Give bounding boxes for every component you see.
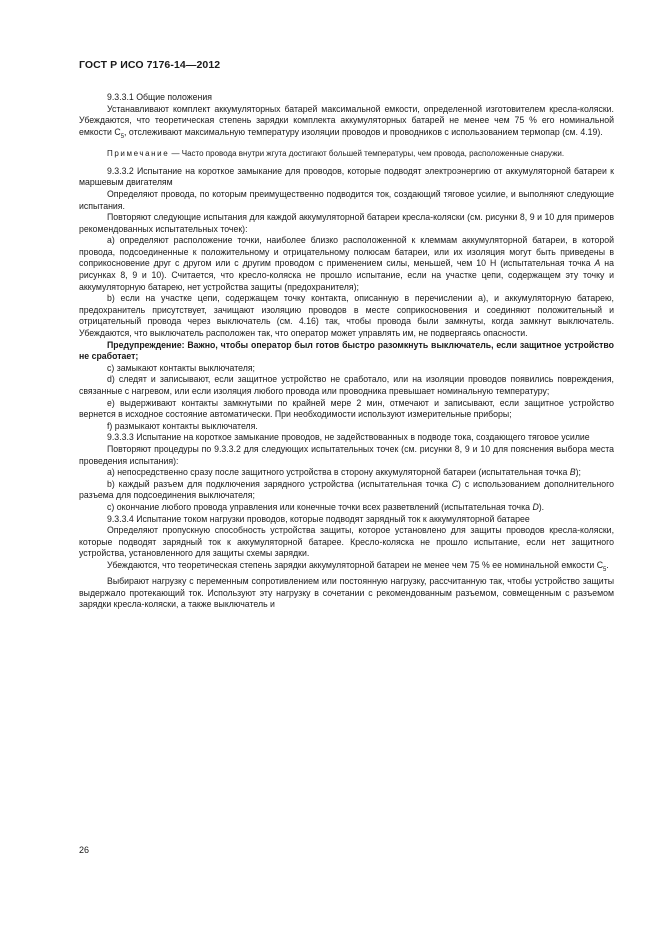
section-heading-9-3-3-3: 9.3.3.3 Испытание на короткое замыкание проводов, не задействованных в подводе тока, создающего тяговое усилие — [107, 432, 590, 443]
list-item-b: b) каждый разъем для подключения зарядного устройства (испытательная точка C) с использованием дополнительного разъема для подсоединения выключателя; — [79, 478, 614, 501]
standard-header: ГОСТ Р ИСО 7176-14—2012 — [79, 59, 221, 71]
section-heading-9-3-3-1: 9.3.3.1 Общие положения — [107, 92, 212, 102]
document-body — [79, 92, 614, 611]
section-heading-9-3-3-2: 9.3.3.2 Испытание на короткое замыкание для проводов, которые подводят электроэнергию от аккумуляторной батареи к маршевым двигателям — [79, 165, 614, 188]
paragraph: Устанавливают комплект аккумуляторных батарей максимальной емкости, определенной изготовителем кресла-коляски. Убеждаются, что теоретическая степень зарядки комплекта аккумуляторных батарей не менее чем 75 % его номинальной емкости $C_5$, отслеживают максимальную температуру изоляции проводов и проводников с использованием термопар (см. 4.19). — [79, 103, 614, 140]
paragraph: Убеждаются, что теоретическая степень зарядки аккумуляторной батареи не менее чем 75 % ее номинальной емкости $C_5$. — [107, 559, 609, 573]
list-item-c: c) окончание любого провода управления или конечные точки всех разветвлений (испытательная точка D). — [107, 501, 545, 512]
list-item-f: f) размыкают контакты выключателя. — [107, 420, 258, 431]
paragraph: Выбирают нагрузку с переменным сопротивлением или постоянную нагрузку, рассчитанную так, чтобы устройство защиты выдержало протекающий ток. Используют эту нагрузку в сочетании с рекомендованным разъемом, совмещенным с разъемом зарядки кресла-коляски, а также выключатель и — [79, 576, 614, 610]
note: Примечание — Часто провода внутри жгута достигают большей температуры, чем провода, расположенные снаружи. — [107, 149, 565, 159]
list-item-c: c) замыкают контакты выключателя; — [107, 362, 255, 373]
list-item-a: a) определяют расположение точки, наиболее близко расположенной к клеммам аккумуляторной батареи, в которой провода, подсоединенные к положительному и отрицательному полюсам батареи, или их изоляция могут быть приведены в соприкосновение друг с другом или с другим проводом с применением силы, меньшей, чем 10 Н (испытательная точка A на рисунках 8, 9 и 10). Считается, что кресло-коляска не прошло испытание, если на участке цепи, содержащем эту точку и аккумуляторную батарею, нет устройства защиты (предохранителя); — [79, 235, 615, 292]
list-item-d: d) следят и записывают, если защитное устройство не сработало, или на изоляции проводов появились повреждения, связанные с нагревом, или если изоляция любого провода или проводника превышает номинальную температуру; — [79, 374, 614, 396]
page-number: 26 — [79, 845, 90, 855]
paragraph: Повторяют следующие испытания для каждой аккумуляторной батареи кресла-коляски (см. рисунки 8, 9 и 10 для примеров рекомендованных испытательных точек): — [79, 212, 614, 234]
list-item-a: a) непосредственно сразу после защитного устройства в сторону аккумуляторной батареи (испытательная точка B); — [107, 467, 581, 478]
paragraph: Повторяют процедуры по 9.3.3.2 для следующих испытательных точек (см. рисунки 8, 9 и 10 для пояснения выбора места проведения испытания): — [79, 443, 614, 466]
list-item-b: b) если на участке цепи, содержащем точку контакта, описанную в перечислении а), и аккумуляторную батарею, предохранитель присутствует, зачищают изоляцию проводов в месте соприкосновения и соединяют положительный и отрицательный провода через выключатель (см. 4.16) так, чтобы провода были замкнуты, когда замкнут выключатель. Убеждаются, что выключатель расположен так, что оператор может управлять им, не подвергаясь опасности. — [79, 293, 614, 339]
paragraph: Определяют пропускную способность устройства защиты, которое установлено для защиты проводов кресла-коляски, которые подводят зарядный ток к аккумуляторной батарее. Кресло-коляска не прошло испытание, если нет защитного устройства, установленного для защиты схемы зарядки. — [79, 525, 614, 559]
warning: Предупреждение: Важно, чтобы оператор был готов быстро разомкнуть выключатель, если защитное устройство не сработает; — [79, 339, 614, 362]
section-heading-9-3-3-4: 9.3.3.4 Испытание током нагрузки проводов, которые подводят зарядный ток к аккумуляторной батарее — [107, 513, 530, 524]
list-item-e: e) выдерживают контакты замкнутыми по крайней мере 2 мин, отмечают и записывают, если защитное устройство вернется в исходное состояние автоматически. При необходимости используют измерительные приборы; — [79, 397, 614, 420]
paragraph: Определяют провода, по которым преимущественно подводится ток, создающий тяговое усилие, и выполняют следующие испытания. — [79, 188, 614, 211]
